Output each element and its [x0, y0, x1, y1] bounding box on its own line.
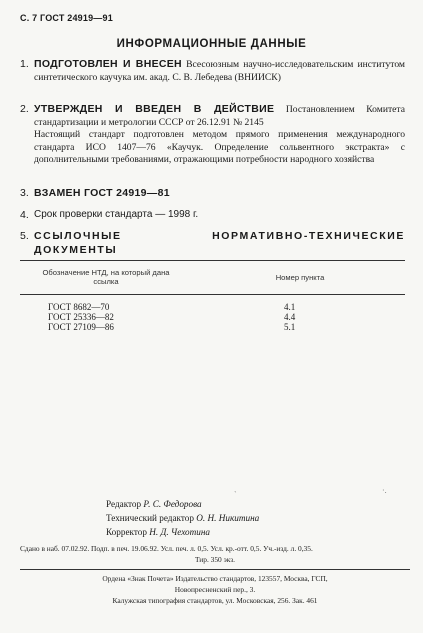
credit-editor	[106, 498, 366, 512]
table-header-document: Обозначение НТД, на который дана ссылка	[42, 268, 170, 286]
page-header: С. 7 ГОСТ 24919—91	[20, 13, 113, 23]
table-cell-document: ГОСТ 27109—86	[48, 322, 114, 332]
print-imprint	[20, 543, 410, 606]
imprint-circulation: Тир. 350 экз.	[194, 555, 236, 564]
table-cell-document: ГОСТ 25336—82	[48, 312, 114, 322]
credit-name: О. Н. Никитина	[196, 512, 260, 523]
item-lead: ССЫЛОЧНЫЕ НОРМАТИВНО-ТЕХНИЧЕСКИЕ ДОКУМЕНТЫ	[34, 230, 405, 256]
info-item-2	[20, 103, 405, 167]
info-item-1	[20, 58, 405, 84]
credit-name: Р. С. Федорова	[143, 499, 202, 509]
credit-proofreader	[106, 526, 366, 540]
item-note: Настоящий стандарт подготовлен методом прямого применения международного стандарта ИСО 1407—76 «Каучук. Определение сольвентного экстракта» с дополнительными требованиями, отражающими потребности народного хозяйства	[34, 129, 405, 166]
imprint-publisher: Ордена «Знак Почета» Издательство стандартов, 123557, Москва, ГСП,	[102, 574, 328, 583]
imprint-printing-house: Калужская типография стандартов, ул. Московская, 256. Зак. 461	[112, 596, 318, 605]
item-number: 5.	[20, 230, 29, 242]
item-number: 3.	[20, 187, 29, 199]
page-title: ИНФОРМАЦИОННЫЕ ДАННЫЕ	[116, 38, 307, 50]
info-item-4	[20, 209, 405, 222]
table-header-clause: Номер пункта	[275, 273, 325, 282]
credit-role: Корректор	[106, 526, 147, 537]
print-speck: ·.	[382, 486, 387, 495]
table-cell-clause: 5.1	[284, 322, 296, 332]
imprint-address: Новопресненский пер., 3.	[174, 585, 256, 594]
credit-role: Редактор	[106, 499, 142, 509]
item-lead: ПОДГОТОВЛЕН И ВНЕСЕН	[34, 58, 182, 70]
table-cell-clause: 4.1	[284, 302, 296, 312]
credit-technical-editor	[106, 512, 366, 526]
item-text: Срок проверки стандарта — 1998 г.	[34, 209, 199, 220]
table-header-rule	[20, 294, 405, 295]
table-top-rule	[20, 260, 405, 261]
print-speck: `	[234, 490, 237, 499]
imprint-rule	[20, 569, 410, 570]
item-lead: ВЗАМЕН ГОСТ 24919—81	[34, 187, 170, 199]
item-text: Всесоюзным научно-исследовательским институтом синтетического каучука им. акад. С. В. Лебедева (ВНИИСК)	[34, 59, 405, 83]
item-number: 1.	[20, 58, 29, 70]
editorial-credits	[106, 498, 366, 539]
table-cell-clause: 4.4	[284, 312, 296, 322]
credit-name: Н. Д. Чехотина	[149, 526, 211, 537]
table-cell-document: ГОСТ 8682—70	[48, 302, 110, 312]
item-text: Постановлением Комитета стандартизации и метрологии СССР от 26.12.91 № 2145	[34, 104, 405, 128]
imprint-print-data: Сдано в наб. 07.02.92. Подп. в печ. 19.06.92. Усл. печ. л. 0,5. Усл. кр.-отт. 0,5. Уч.-изд. л. 0,35.	[20, 544, 313, 553]
info-item-5	[20, 230, 405, 257]
credit-role: Технический редактор	[106, 512, 194, 523]
item-number: 2.	[20, 103, 29, 115]
item-lead: УТВЕРЖДЕН И ВВЕДЕН В ДЕЙСТВИЕ	[34, 103, 275, 115]
info-item-3	[20, 187, 405, 201]
item-number: 4.	[20, 209, 29, 221]
